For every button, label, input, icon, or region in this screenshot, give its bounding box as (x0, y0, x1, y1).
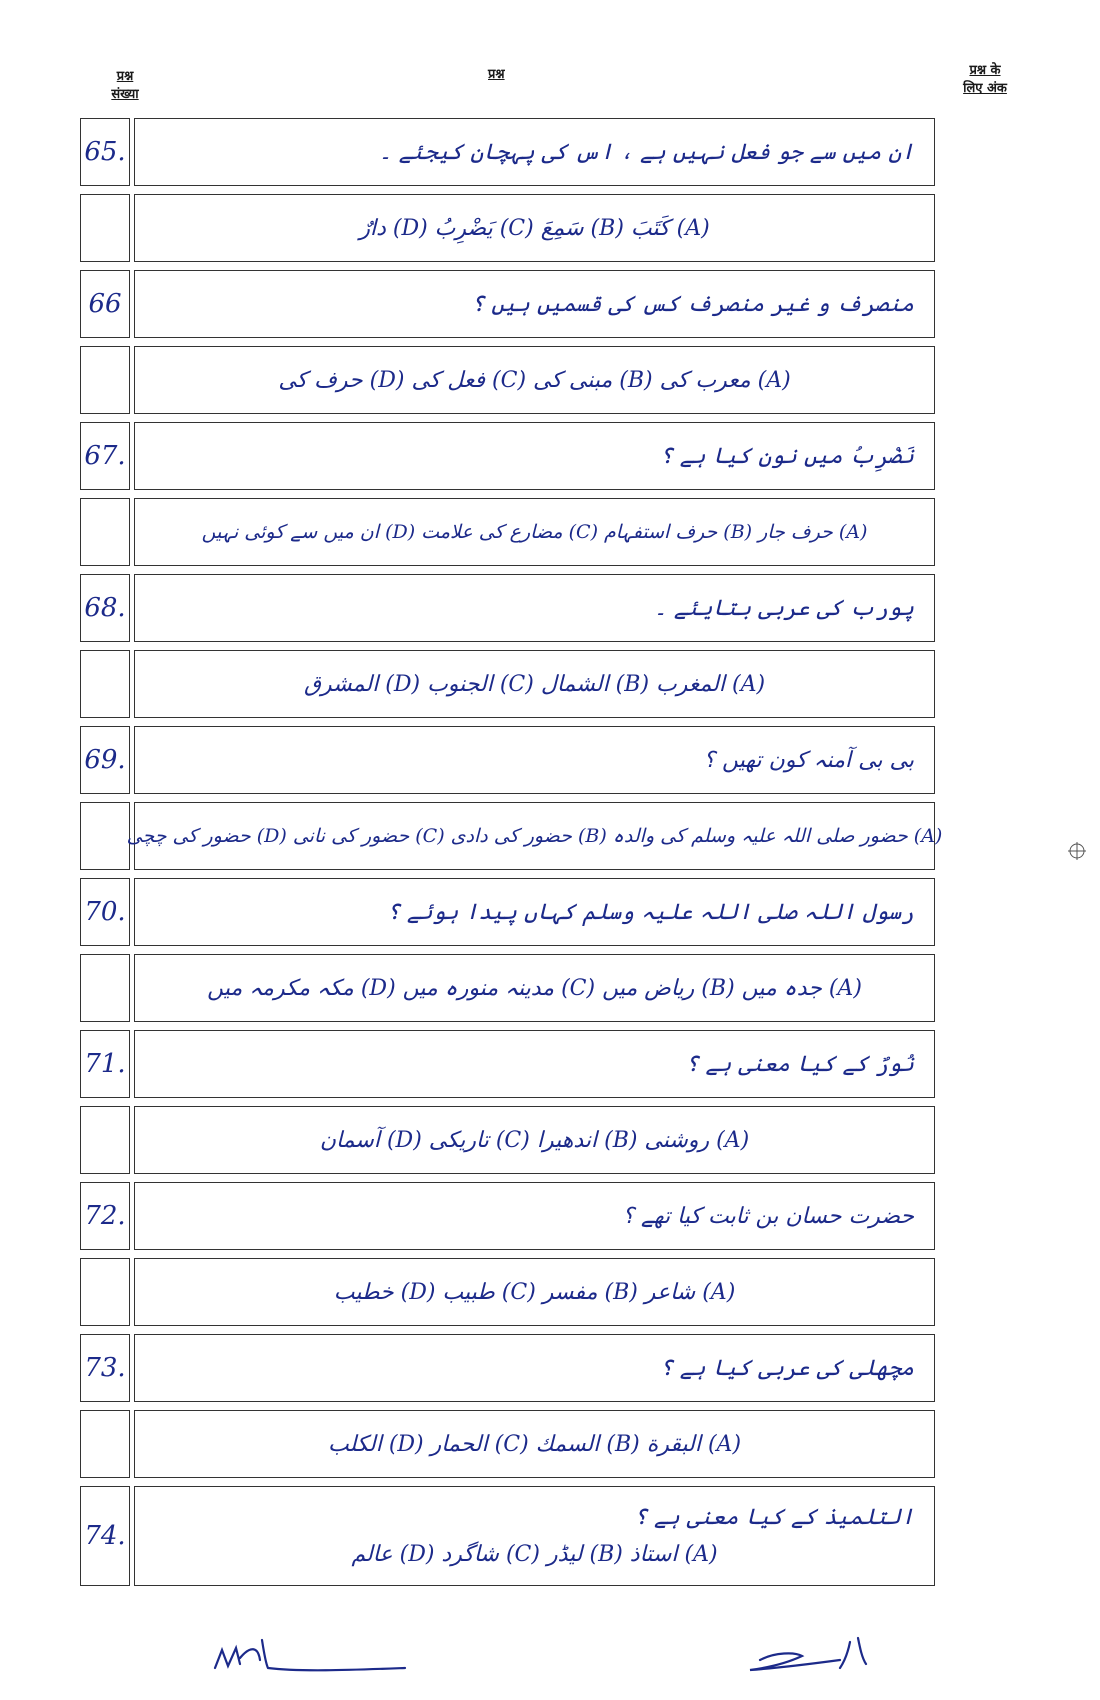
header-left-line2: संख्या (111, 87, 139, 102)
empty-number-cell (80, 498, 130, 566)
options-row (80, 650, 935, 720)
question-row (80, 878, 935, 948)
question-text: حضرت حسان بن ثابت کیا تھے ؟ (134, 1182, 935, 1250)
options-text: (A) المغرب (B) الشمال (C) الجنوب (D) المشرق (134, 650, 935, 718)
question-row (80, 1030, 935, 1100)
options-text: (A) معرب کی (B) مبنی کی (C) فعل کی (D) حرف کی (134, 346, 935, 414)
options-row (80, 1258, 935, 1328)
question-number: 70. (80, 878, 130, 946)
question-text: ان میں سے جو فعل نہیں ہے ، اس کی پہچان کیجئے ۔ (134, 118, 935, 186)
options-text: (A) حرف جار (B) حرف استفہام (C) مضارع کی علامت (D) ان میں سے کوئی نہیں (134, 498, 935, 566)
header-right-line1: प्रश्न के (969, 63, 1001, 78)
question-row (80, 1182, 935, 1252)
options-row (80, 498, 935, 568)
question-options-cell (134, 1486, 935, 1586)
question-row (80, 1334, 935, 1404)
options-row (80, 1106, 935, 1176)
options-text: (A) حضور صلی اللہ علیہ وسلم کی والدہ (B) حضور کی دادی (C) حضور کی نانی (D) حضور کی چچی (134, 802, 935, 870)
question-number: 69. (80, 726, 130, 794)
empty-number-cell (80, 650, 130, 718)
question-row (80, 270, 935, 340)
question-number: 74. (80, 1486, 130, 1586)
options-text: (A) جدہ میں (B) ریاض میں (C) مدینہ منورہ میں (D) مکہ مکرمہ میں (134, 954, 935, 1022)
empty-number-cell (80, 1258, 130, 1326)
options-text: (A) شاعر (B) مفسر (C) طبیب (D) خطیب (134, 1258, 935, 1326)
question-number: 72. (80, 1182, 130, 1250)
question-row (80, 574, 935, 644)
question-number: 68. (80, 574, 130, 642)
options-text: (A) البقرة (B) السمك (C) الحمار (D) الکلب (134, 1410, 935, 1478)
question-text: رسول اللہ صلی اللہ علیہ وسلم کہاں پیدا ہوئے ؟ (134, 878, 935, 946)
header-question: प्रश्न (488, 67, 505, 82)
question-text: نُورٌ کے کیا معنی ہے ؟ (134, 1030, 935, 1098)
options-text: (A) استاذ (B) لیڈر (C) شاگرد (D) عالم (351, 1542, 718, 1567)
options-text: (A) کَتَبَ (B) سَمِعَ (C) یَضْرِبُ (D) دارٌ (134, 194, 935, 262)
empty-number-cell (80, 346, 130, 414)
question-number: 66 (80, 270, 130, 338)
empty-number-cell (80, 194, 130, 262)
options-row (80, 346, 935, 416)
empty-number-cell (80, 1410, 130, 1478)
question-row (80, 1486, 935, 1588)
empty-number-cell (80, 802, 130, 870)
options-row (80, 194, 935, 264)
question-number: 71. (80, 1030, 130, 1098)
question-number: 65. (80, 118, 130, 186)
options-row (80, 1410, 935, 1480)
answer-sheet-table (80, 118, 943, 1623)
header-right-line2: लिए अंक (963, 81, 1007, 96)
question-text: مچھلی کی عربی کیا ہے ؟ (134, 1334, 935, 1402)
options-text: (A) روشنی (B) اندھیرا (C) تاریکی (D) آسمان (134, 1106, 935, 1174)
question-row (80, 118, 935, 188)
question-text: پورب کی عربی بتایئے ۔ (134, 574, 935, 642)
header-marks (940, 62, 1030, 98)
question-text: بی بی آمنہ کون تھیں ؟ (134, 726, 935, 794)
header-question-number (90, 68, 160, 104)
question-row (80, 422, 935, 492)
empty-number-cell (80, 1106, 130, 1174)
question-text: التلمیذ کے کیا معنی ہے ؟ (634, 1505, 914, 1530)
options-row (80, 802, 943, 872)
question-number: 73. (80, 1334, 130, 1402)
signature-left (210, 1628, 410, 1678)
question-text: منصرف و غیر منصرف کس کی قسمیں ہیں ؟ (134, 270, 935, 338)
empty-number-cell (80, 954, 130, 1022)
registration-mark-icon (1068, 842, 1086, 860)
header-left-line1: प्रश्न (116, 69, 134, 84)
question-row (80, 726, 935, 796)
signature-right (740, 1630, 910, 1680)
options-row (80, 954, 935, 1024)
question-number: 67. (80, 422, 130, 490)
question-text: نَضْرِبُ میں نون کیا ہے ؟ (134, 422, 935, 490)
